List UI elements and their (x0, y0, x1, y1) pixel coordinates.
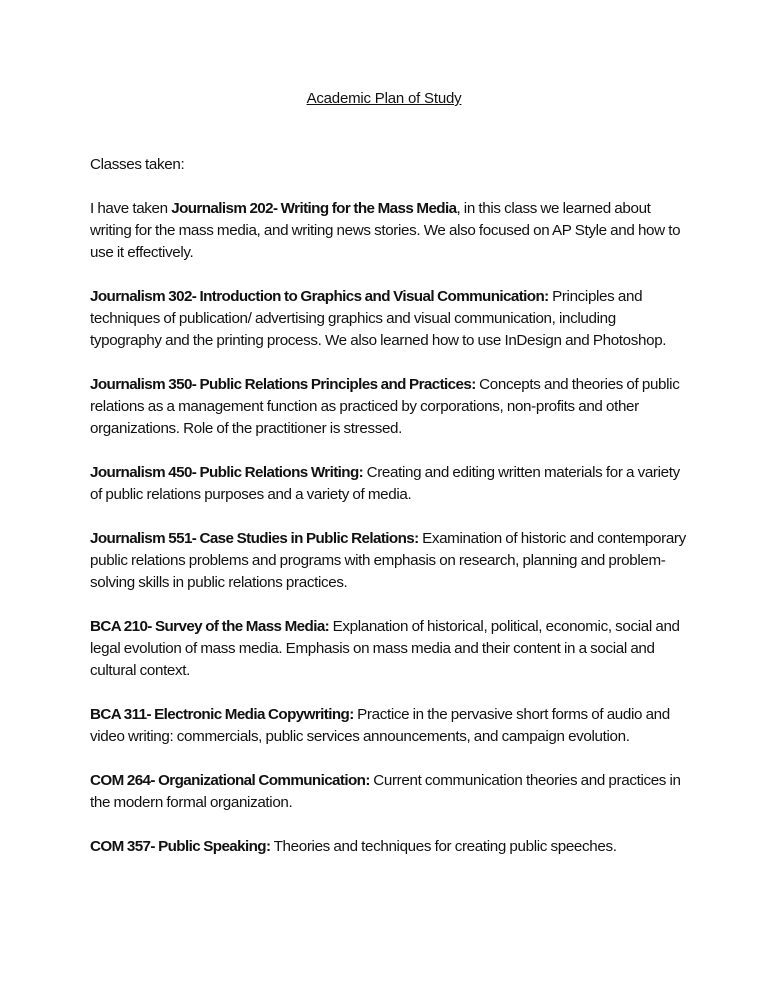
course-name: Journalism 350- Public Relations Principles and Practices: (90, 376, 476, 393)
course-description: Concepts and theories of public relations as a management function as practiced by corporations, non-profits and other organizations. Role of the practitioner is stressed. (90, 376, 680, 437)
course-entry (90, 462, 690, 506)
document-body (90, 154, 690, 880)
course-name: Journalism 551- Case Studies in Public Relations: (90, 530, 419, 547)
course-description: Creating and editing written materials for a variety of public relations purposes and a variety of media. (90, 464, 680, 503)
classes-heading: Classes taken: (90, 156, 185, 173)
course-name: BCA 311- Electronic Media Copywriting: (90, 706, 354, 723)
course-description: Principles and techniques of publication/ advertising graphics and visual communication, including typography and the printing process. We also learned how to use InDesign and Photoshop. (90, 288, 667, 349)
course-entry (90, 374, 690, 440)
course-entry (90, 770, 690, 814)
course-name: COM 357- Public Speaking: (90, 838, 271, 855)
course-entry (90, 616, 690, 682)
page-title: Academic Plan of Study (306, 90, 462, 107)
course-entry (90, 286, 690, 352)
course-entry (90, 704, 690, 748)
course-name: Journalism 202- Writing for the Mass Media (171, 200, 457, 217)
course-description: Current communication theories and practices in the modern formal organization. (90, 772, 681, 811)
course-description: Examination of historic and contemporary public relations problems and programs with emphasis on research, planning and problem- solving skills in public relations practices. (90, 530, 686, 591)
course-name: Journalism 450- Public Relations Writing: (90, 464, 364, 481)
course-description: Practice in the pervasive short forms of audio and video writing: commercials, public services announcements, and campaign evolution. (90, 706, 670, 745)
course-description: , in this class we learned about writing for the mass media, and writing news stories. We also focused on AP Style and how to use it effectively. (90, 200, 681, 261)
course-description: Explanation of historical, political, economic, social and legal evolution of mass media. Emphasis on mass media and their content in a social and cultural context. (90, 618, 680, 679)
course-entry (90, 836, 690, 858)
course-prefix: I have taken (90, 200, 172, 217)
course-entry (90, 528, 690, 594)
course-description: Theories and techniques for creating public speeches. (270, 838, 617, 855)
course-entry (90, 198, 690, 264)
course-name: COM 264- Organizational Communication: (90, 772, 370, 789)
course-name: BCA 210- Survey of the Mass Media: (90, 618, 330, 635)
course-name: Journalism 302- Introduction to Graphics and Visual Communication: (90, 288, 549, 305)
